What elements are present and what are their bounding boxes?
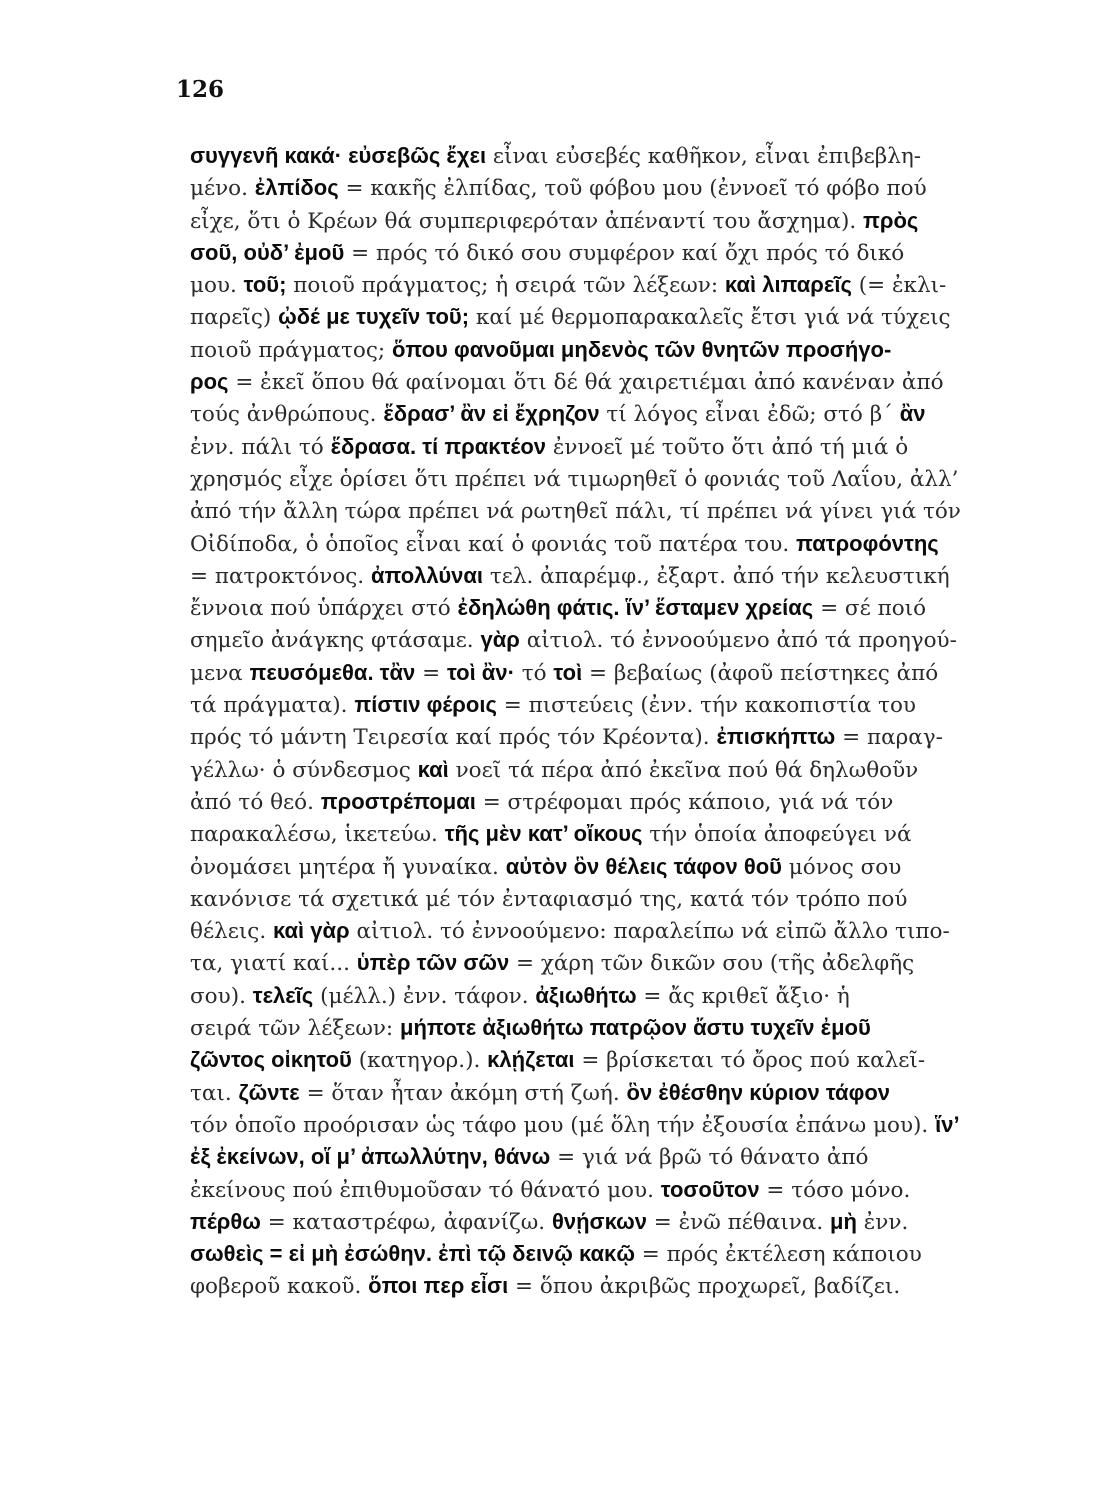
gloss-text: = γιά νά βρῶ τό θάνατο ἀπό <box>550 1145 869 1171</box>
gloss-text: = βρίσκεται τό ὄρος πού καλεῖ- <box>574 1048 926 1074</box>
gloss-text: = ἐνῶ πέθαινα. <box>646 1209 831 1235</box>
text-line <box>190 398 1022 430</box>
gloss-text: Οἰδίποδα, ὁ ὁποῖος εἶναι καί ὁ φονιάς τοῦ πατέρα του. <box>190 531 796 557</box>
gloss-text: = καταστρέφω, ἀφανίζω. <box>260 1209 552 1235</box>
text-line <box>190 463 1022 495</box>
text-line <box>190 657 1022 689</box>
bold-lemma: τοῦ; <box>243 272 287 298</box>
bold-lemma: προστρέπομαι <box>320 788 476 814</box>
gloss-text: ὀνομάσει μητέρα ἤ γυναίκα. <box>190 854 506 880</box>
text-line <box>190 269 1022 301</box>
text-line <box>190 818 1022 850</box>
text-line <box>190 947 1022 979</box>
gloss-text: μου. <box>190 273 244 299</box>
text-line <box>190 754 1022 786</box>
gloss-text: = ὅταν ἦταν ἀκόμη στή ζωή. <box>299 1080 627 1106</box>
bold-lemma: ἵν’ <box>935 1111 960 1137</box>
gloss-text: ἐννοεῖ μέ τοῦτο ὅτι ἀπό τή μιά ὁ <box>546 434 909 460</box>
bold-lemma: ὅποι περ εἶσι <box>368 1273 509 1299</box>
gloss-text: = <box>415 660 447 686</box>
bold-lemma: ὃν ἐθέσθην κύριον τάφον <box>626 1079 890 1105</box>
gloss-text: = κακῆς ἐλπίδας, τοῦ φόβου μου (ἐννοεῖ τό φόβο πού <box>338 176 927 202</box>
bold-lemma: γὰρ <box>480 627 520 653</box>
gloss-text: αἰτιολ. τό ἐννοούμενο ἀπό τά προηγού- <box>519 628 957 654</box>
bold-lemma: ζῶντε <box>238 1079 300 1105</box>
gloss-text: χρησμός εἶχε ὁρίσει ὅτι πρέπει νά τιμωρηθεῖ ὁ φονιάς τοῦ Λαΐου, ἀλλ’ <box>190 466 959 492</box>
text-line <box>190 1141 1022 1173</box>
gloss-text: καί μέ θερμοπαρακαλεῖς ἔτσι γιά νά τύχεις <box>469 305 951 331</box>
bold-lemma: τελεῖς <box>252 982 314 1008</box>
gloss-text: = πατροκτόνος. <box>190 563 371 589</box>
text-line <box>190 1174 1022 1206</box>
text-line <box>190 528 1022 560</box>
text-line <box>190 237 1022 269</box>
bold-lemma: ἀπολλύναι <box>370 562 483 588</box>
gloss-text: (μέλλ.) ἐνν. τάφον. <box>313 983 536 1009</box>
text-line <box>190 431 1022 463</box>
gloss-text: τό <box>514 660 554 686</box>
bold-lemma: μήποτε ἀξιωθήτω πατρῷον ἄστυ τυχεῖν ἐμοῦ <box>400 1015 871 1041</box>
gloss-text: = ἄς κριθεῖ ἄξιο· ἡ <box>636 983 850 1009</box>
text-line <box>190 1077 1022 1109</box>
gloss-text: ποιοῦ πράγματος; ἡ σειρά τῶν λέξεων: <box>286 273 725 299</box>
bold-lemma: ἂν <box>899 401 926 427</box>
gloss-text: τόν ὁποῖο προόρισαν ὡς τάφο μου (μέ ὅλη τήν ἐξουσία ἐπάνω μου). <box>190 1112 936 1138</box>
bold-lemma: ᾠδέ με τυχεῖν τοῦ; <box>278 304 470 330</box>
gloss-text: = βεβαίως (ἀφοῦ πείστηκες ἀπό <box>582 660 939 686</box>
gloss-text: τελ. ἀπαρέμφ., ἐξαρτ. ἀπό τήν κελευστική <box>483 563 950 589</box>
gloss-text: κανόνισε τά σχετικά μέ τόν ἐνταφιασμό της, κατά τόν τρόπο πού <box>190 886 908 912</box>
gloss-text: σημεῖο ἀνάγκης φτάσαμε. <box>190 628 481 654</box>
text-line <box>190 334 1022 366</box>
bold-lemma: τῆς μὲν κατ’ οἴκους <box>444 821 643 847</box>
gloss-text: ἐνν. πάλι τό <box>190 434 331 460</box>
text-line <box>190 915 1022 947</box>
bold-lemma: ἕδρασα. τί πρακτέον <box>330 433 546 459</box>
gloss-text: = ἐκεῖ ὅπου θά φαίνομαι ὅτι δέ θά χαιρετιέμαι ἀπό κανέναν ἀπό <box>228 370 944 396</box>
bold-lemma: τοὶ <box>553 659 583 685</box>
text-line <box>190 1012 1022 1044</box>
text-line <box>190 980 1022 1012</box>
bold-lemma: πέρθω <box>190 1208 261 1234</box>
bold-lemma: καὶ γὰρ <box>273 918 350 944</box>
bold-lemma: ἀξιωθήτω <box>535 982 637 1008</box>
text-line <box>190 140 1022 172</box>
gloss-text: σειρά τῶν λέξεων: <box>190 1016 400 1042</box>
gloss-text: = σέ ποιό <box>813 596 927 622</box>
bold-lemma: ζῶντος οἰκητοῦ <box>190 1047 352 1073</box>
gloss-text: παρεῖς) <box>190 305 279 331</box>
gloss-text: τά πράγματα). <box>190 693 355 719</box>
gloss-text: μενα <box>190 660 250 686</box>
text-line <box>190 721 1022 753</box>
gloss-text: τούς ἀνθρώπους. <box>190 402 384 428</box>
bold-lemma: ἕδρασ’ ἂν εἰ ἔχρηζον <box>383 401 600 427</box>
text-line <box>190 495 1022 527</box>
page-number: 126 <box>176 76 225 103</box>
gloss-text: = πιστεύεις (ἐνν. τήν κακοπιστία του <box>496 693 916 719</box>
gloss-text: ται. <box>190 1080 239 1106</box>
bold-lemma: κλῄζεται <box>487 1047 575 1073</box>
bold-lemma: πρὸς <box>863 207 919 233</box>
gloss-text: = τόσο μόνο. <box>759 1177 911 1203</box>
bold-lemma: ἐπισκήπτω <box>716 724 836 750</box>
gloss-text: ἀπό τό θεό. <box>190 789 321 815</box>
text-line <box>190 172 1022 204</box>
text-line <box>190 1270 1022 1302</box>
text-line <box>190 1109 1022 1141</box>
gloss-text: θέλεις. <box>190 919 273 945</box>
text-line <box>190 851 1022 883</box>
bold-lemma: σοῦ, οὐδ’ ἐμοῦ <box>190 239 345 265</box>
gloss-text: (κατηγορ.). <box>351 1048 488 1074</box>
gloss-text: φοβεροῦ κακοῦ. <box>190 1274 369 1300</box>
text-line <box>190 786 1022 818</box>
bold-lemma: τοὶ ἂν· <box>446 659 515 685</box>
text-line <box>190 560 1022 592</box>
bold-lemma: ὅπου φανοῦμαι μηδενὸς τῶν θνητῶν προσήγο- <box>391 336 892 362</box>
text-line <box>190 624 1022 656</box>
bold-lemma: πευσόμεθα. τἂν <box>249 659 416 685</box>
bold-lemma: σωθεὶς = εἰ μὴ ἐσώθην. ἐπὶ τῷ δεινῷ κακῷ <box>190 1241 635 1267</box>
text-line <box>190 366 1022 398</box>
gloss-text: τήν ὁποία ἀποφεύγει νά <box>642 822 912 848</box>
text-line <box>190 689 1022 721</box>
gloss-text: νοεῖ τά πέρα ἀπό ἐκεῖνα πού θά δηλωθοῦν <box>448 757 919 783</box>
bold-lemma: πατροφόντης <box>796 530 939 556</box>
text-line <box>190 592 1022 624</box>
bold-lemma: καὶ λιπαρεῖς <box>724 272 852 298</box>
gloss-text: = ὅπου ἀκριβῶς προχωρεῖ, βαδίζει. <box>508 1274 901 1300</box>
gloss-text: εἶχε, ὅτι ὁ Κρέων θά συμπεριφερόταν ἀπέναντί του ἄσχημα). <box>190 208 864 234</box>
gloss-text: παρακαλέσω, ἱκετεύω. <box>190 822 445 848</box>
gloss-text: = πρός ἐκτέλεση κάποιου <box>634 1242 922 1268</box>
gloss-text: ἐκείνους πού ἐπιθυμοῦσαν τό θάνατό μου. <box>190 1177 661 1203</box>
gloss-text: αἰτιολ. τό ἐννοούμενο: παραλείπω νά εἰπῶ ἄλλο τιπο- <box>349 919 950 945</box>
gloss-text: πρός τό μάντη Τειρεσία καί πρός τόν Κρέοντα). <box>190 725 717 751</box>
gloss-text: = στρέφομαι πρός κάποιο, γιά νά τόν <box>475 789 894 815</box>
gloss-text: ἔννοια πού ὑπάρχει στό <box>190 596 458 622</box>
text-line <box>190 1044 1022 1076</box>
gloss-text: γέλλω· ὁ σύνδεσμος <box>190 757 418 783</box>
gloss-text: ποιοῦ πράγματος; <box>190 337 392 363</box>
bold-lemma: πίστιν φέροις <box>354 692 497 718</box>
text-line <box>190 1206 1022 1238</box>
bold-lemma: ὑπὲρ τῶν σῶν <box>356 950 510 976</box>
gloss-text: εἶναι εὐσεβές καθῆκον, εἶναι ἐπιβεβλη- <box>486 144 921 169</box>
bold-lemma: ἐδηλώθη φάτις. ἵν’ ἕσταμεν χρείας <box>457 595 814 621</box>
gloss-text: τί λόγος εἶναι ἐδῶ; στό β΄ <box>599 402 900 428</box>
gloss-text: μένο. <box>190 176 255 202</box>
gloss-text: μόνος σου <box>781 854 902 880</box>
text-line <box>190 205 1022 237</box>
text-line <box>190 1238 1022 1270</box>
bold-lemma: αὐτὸν ὃν θέλεις τάφον θοῦ <box>505 853 782 879</box>
bold-lemma: ἐλπίδος <box>254 175 339 201</box>
bold-lemma: ρος <box>190 369 229 395</box>
text-line <box>190 883 1022 915</box>
bold-lemma: ἐξ ἐκείνων, οἵ μ’ ἀπωλλύτην, θάνω <box>190 1144 551 1170</box>
gloss-text: τα, γιατί καί... <box>190 951 357 977</box>
gloss-text: σου). <box>190 983 253 1009</box>
bold-lemma: τοσοῦτον <box>660 1176 760 1202</box>
gloss-text: ἀπό τήν ἄλλη τώρα πρέπει νά ρωτηθεῖ πάλι, τί πρέπει νά γίνει γιά τόν <box>190 499 961 525</box>
bold-lemma: θνῄσκων <box>551 1208 647 1234</box>
gloss-text: = πρός τό δικό σου συμφέρον καί ὄχι πρός τό δικό <box>344 240 905 266</box>
bold-lemma: συγγενῆ κακά· εὐσεβῶς ἔχει <box>190 143 487 168</box>
gloss-text: (= ἐκλι- <box>851 273 947 299</box>
text-line <box>190 301 1022 333</box>
gloss-text: ἐνν. <box>856 1209 909 1235</box>
gloss-text: = παραγ- <box>835 725 943 751</box>
commentary-text <box>190 140 1022 1303</box>
bold-lemma: μὴ <box>830 1208 857 1234</box>
bold-lemma: καὶ <box>417 756 449 782</box>
gloss-text: = χάρη τῶν δικῶν σου (τῆς ἀδελφῆς <box>509 951 915 977</box>
